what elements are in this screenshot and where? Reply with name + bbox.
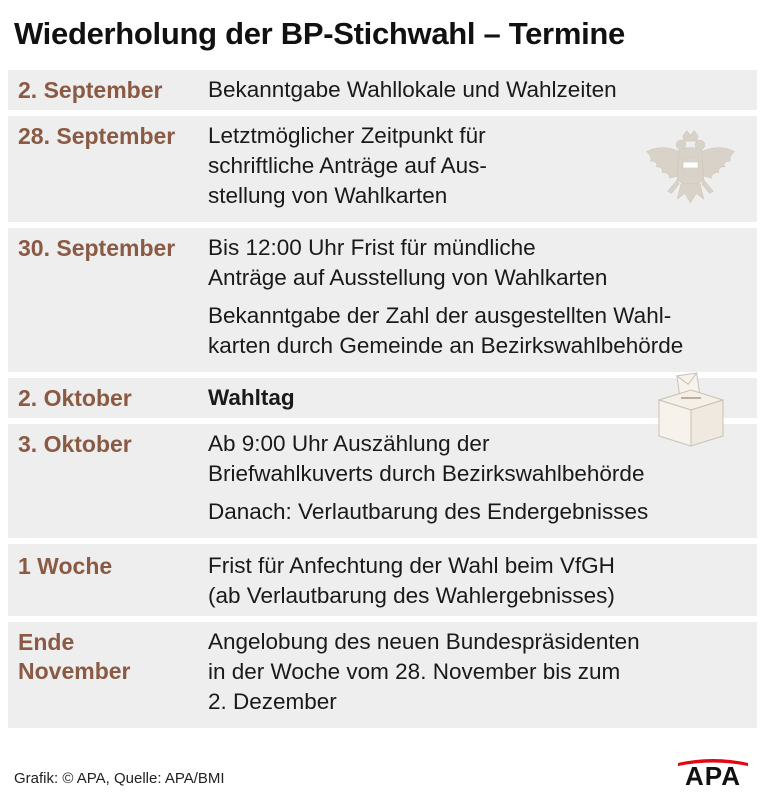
row-line: Ab 9:00 Uhr Auszählung der [208,431,490,456]
table-row [8,544,757,616]
row-line: Angelobung des neuen Bundespräsidenten [208,629,640,654]
row-date: 30. September [18,235,176,261]
row-description [208,75,753,105]
row-date: 1 Woche [18,553,113,579]
row-line: Bis 12:00 Uhr Frist für mündliche [208,235,536,260]
row-line: Danach: Verlautbarung des Endergebnisses [208,499,649,524]
row-date-line: Ende [18,629,75,655]
source-credit: Grafik: © APA, Quelle: APA/BMI [14,770,225,787]
ballot-box-icon [651,370,731,450]
row-line: in der Woche vom 28. November bis zum [208,659,621,684]
row-line: schriftliche Anträge auf Aus- [208,153,487,178]
table-row [8,378,757,418]
table-row [8,70,757,110]
row-line: stellung von Wahlkarten [208,183,448,208]
row-line: karten durch Gemeinde an Bezirkswahlbehörde [208,333,684,358]
row-date: 2. September [18,77,163,103]
row-line: Letztmöglicher Zeitpunkt für [208,123,486,148]
row-line: Bekanntgabe Wahllokale und Wahlzeiten [208,77,617,102]
row-line: Briefwahlkuverts durch Bezirkswahlbehörde [208,461,645,486]
table-row [8,622,757,728]
logo-text: APA [685,761,741,791]
row-line: Anträge auf Ausstellung von Wahlkarten [208,265,608,290]
austrian-eagle-icon [643,123,738,218]
row-description [208,551,753,611]
row-date [18,628,130,686]
row-line: Wahltag [208,385,295,410]
row-date: 2. Oktober [18,385,132,411]
table-row [8,424,757,538]
row-date: 3. Oktober [18,431,132,457]
table-row [8,228,757,372]
row-line: Bekanntgabe der Zahl der ausgestellten Wahl- [208,303,672,328]
row-description [208,233,753,361]
row-date: 28. September [18,123,176,149]
page-title: Wiederholung der BP-Stichwahl – Termine [14,16,625,51]
apa-logo [672,757,754,791]
row-line: (ab Verlautbarung des Wahlergebnisses) [208,583,615,608]
row-description [208,627,753,717]
row-line: Frist für Anfechtung der Wahl beim VfGH [208,553,615,578]
row-line: 2. Dezember [208,689,337,714]
row-date-line: November [18,658,131,684]
